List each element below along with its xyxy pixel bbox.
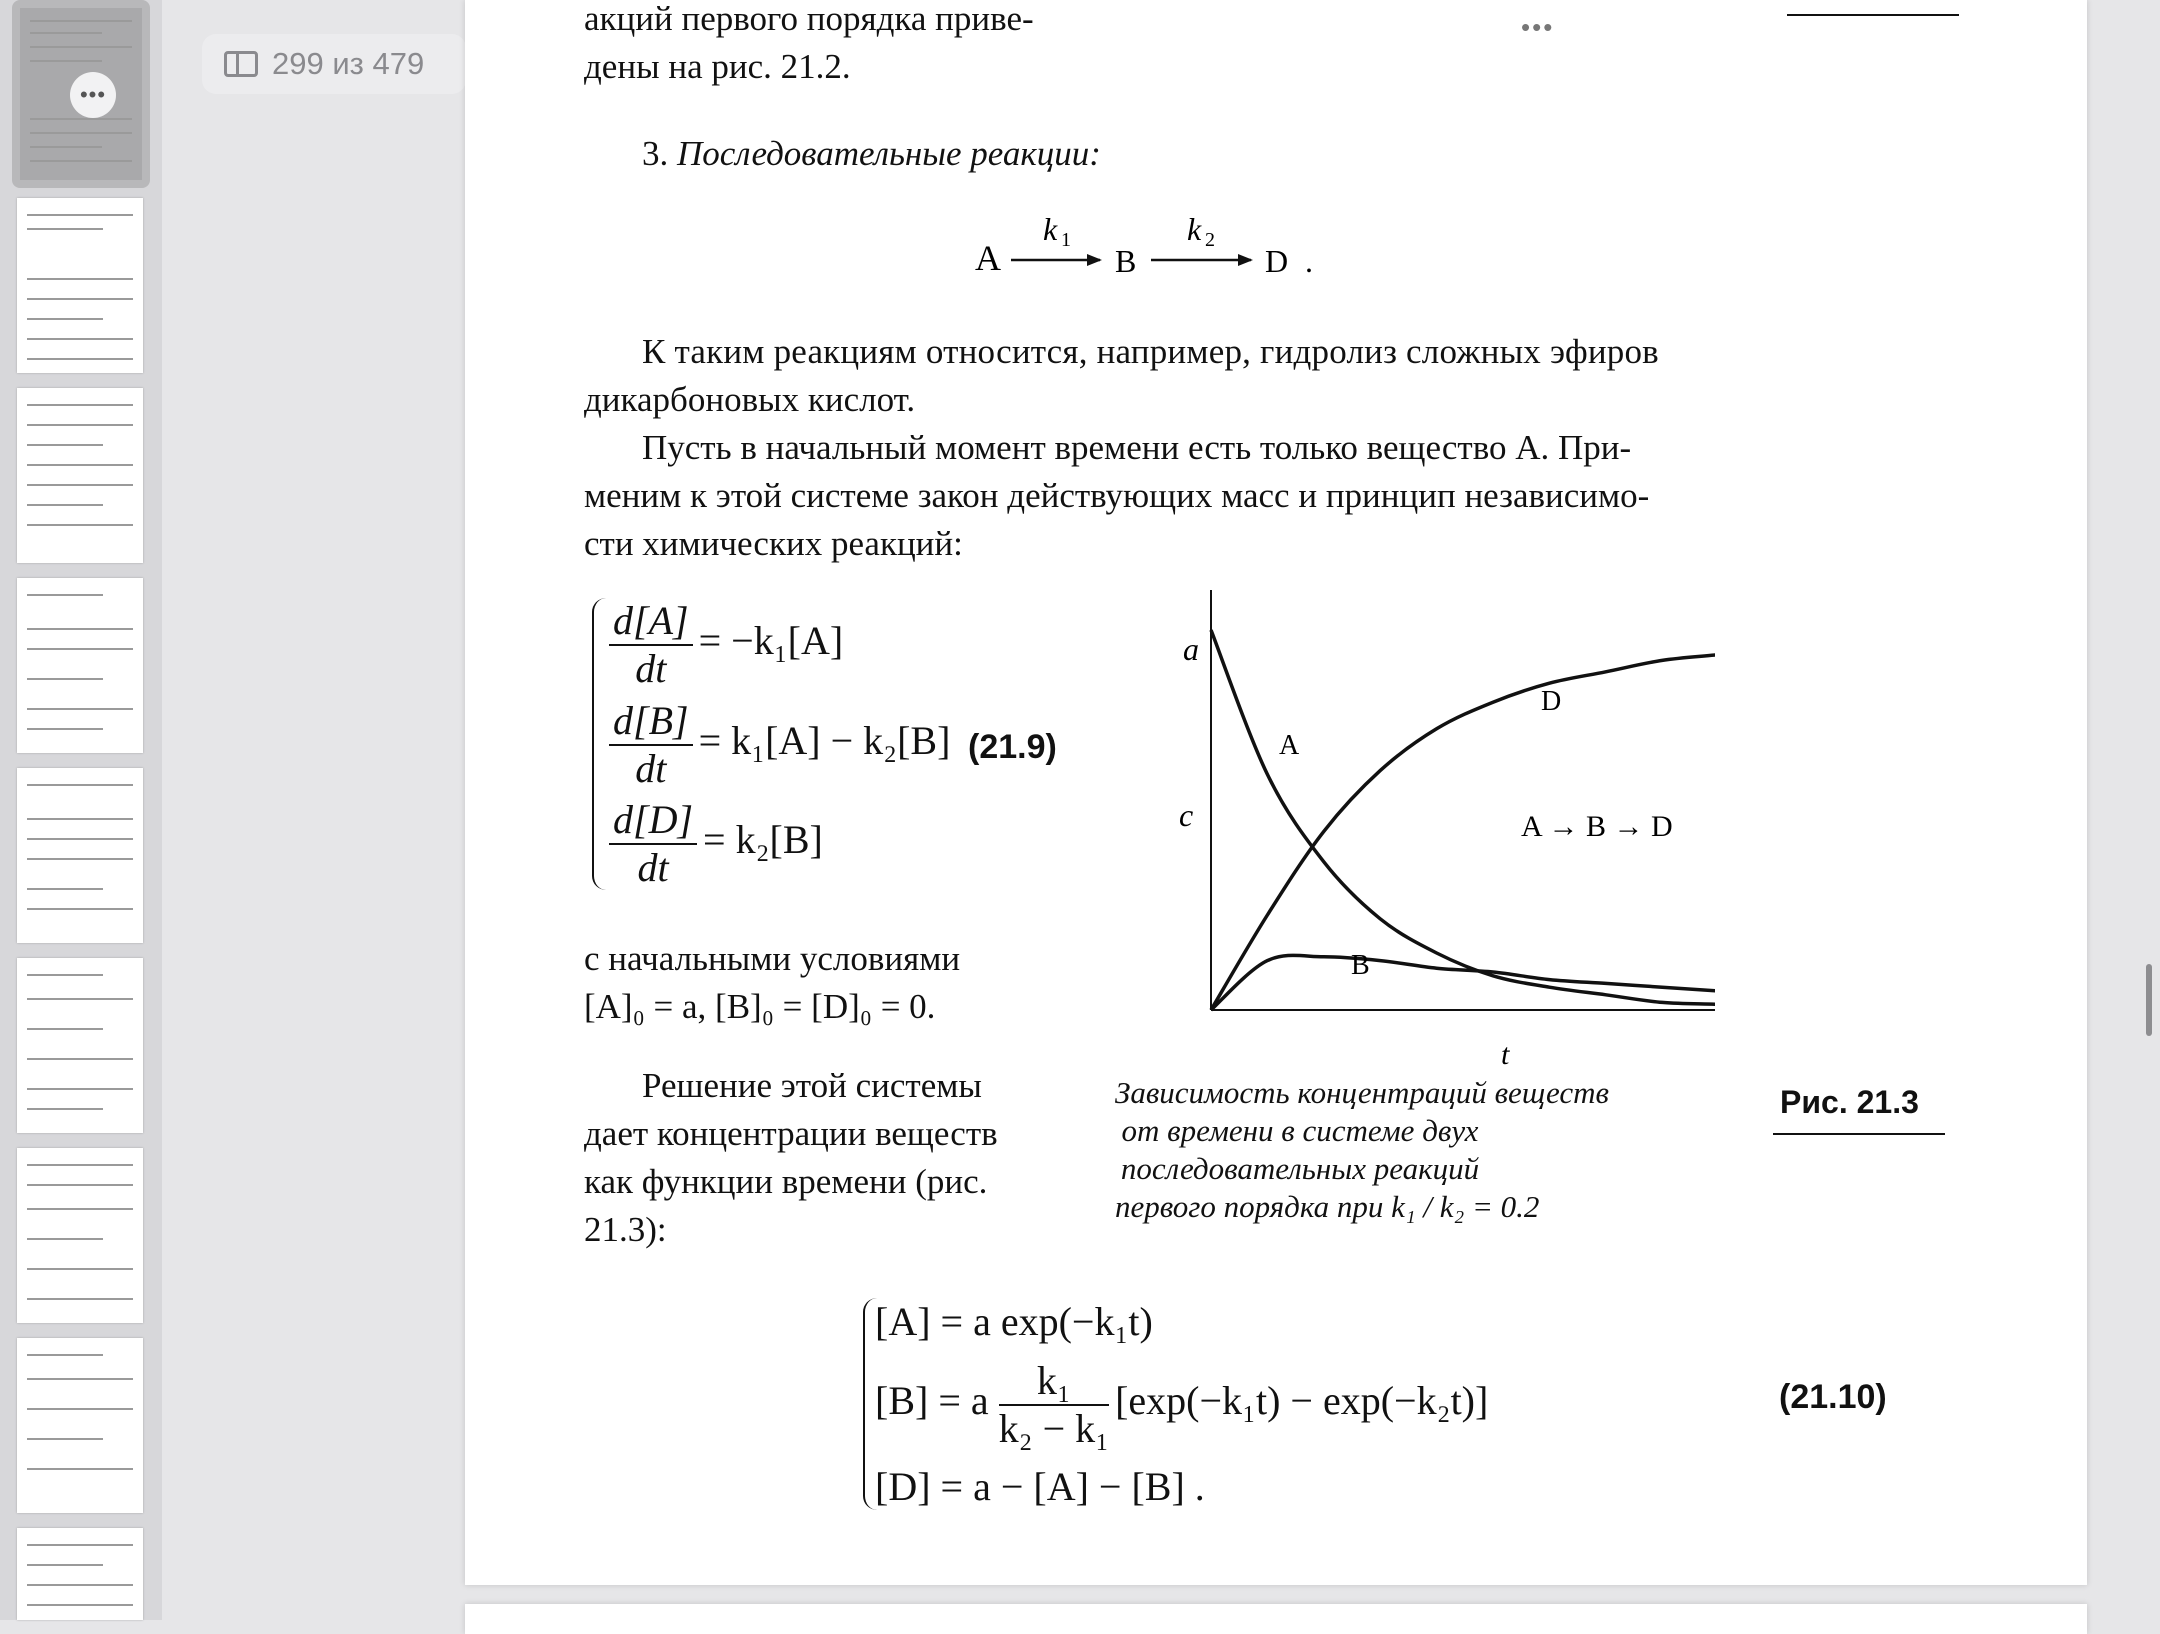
- init-line1: с начальными условиями: [584, 939, 961, 978]
- thumbnail-sidebar[interactable]: [0, 0, 162, 1620]
- eq219-brace: [592, 598, 608, 890]
- eq2110-row1: [A] = a exp(−k₁t): [875, 1299, 1153, 1344]
- more-icon[interactable]: •••: [1521, 12, 1555, 42]
- next-page: [465, 1604, 2087, 1634]
- thumbnail-page-299[interactable]: [12, 0, 150, 188]
- thumbnail-page-305[interactable]: [17, 1148, 143, 1323]
- eq219-row2: $\frac{d[B]}{dt}$ = k₁[A] − k₂[B]: [609, 698, 950, 792]
- eq2110-row3: [D] = a − [A] − [B] .: [875, 1464, 1205, 1509]
- axis-label-a: a: [1183, 631, 1199, 667]
- curve-label-D: D: [1541, 686, 1562, 717]
- thumbnail-page-306[interactable]: [17, 1338, 143, 1513]
- scheme-end: .: [1305, 243, 1313, 279]
- concentration-chart: [1095, 590, 1715, 1070]
- text-top-line-2: дены на рис. 21.2.: [584, 47, 851, 86]
- header-rule: [1787, 14, 1959, 16]
- sol-line2: дает концентрации веществ: [584, 1114, 998, 1153]
- curve-label-B: B: [1351, 950, 1370, 981]
- scheme-B: B: [1115, 243, 1137, 279]
- curve-label-A: A: [1279, 730, 1300, 761]
- thumbnail-page-302[interactable]: [17, 578, 143, 753]
- figure-label-rule: [1773, 1133, 1945, 1135]
- more-options-icon[interactable]: •••: [70, 72, 116, 118]
- scrollbar-thumb[interactable]: [2146, 964, 2152, 1036]
- section-heading: 3. Последовательные реакции:: [642, 134, 1101, 173]
- caption-line1: Зависимость концентраций веществ: [1115, 1075, 1609, 1110]
- eq219-row1: $\frac{d[A]}{dt}$ = −k₁[A]: [609, 598, 843, 692]
- para2-line2: меним к этой системе закон действующих масс и принцип независимо-: [584, 476, 1650, 515]
- sol-line4: 21.3):: [584, 1210, 667, 1249]
- thumbnail-page-303[interactable]: [17, 768, 143, 943]
- sol-line1: Решение этой системы: [642, 1066, 982, 1105]
- init-line2: [A]₀ = a, [B]₀ = [D]₀ = 0.: [584, 987, 936, 1026]
- para1-line1: К таким реакциям относится, например, гидролиз сложных эфиров: [642, 332, 1659, 371]
- reaction-scheme: [975, 210, 1395, 290]
- sidebar-toggle-icon[interactable]: [224, 51, 258, 77]
- text-top-line-1: акций первого порядка приве-: [584, 0, 1034, 38]
- figure-caption: [1115, 1074, 1609, 1226]
- page-counter[interactable]: [202, 34, 466, 94]
- eq219-row3: $\frac{d[D]}{dt}$ = k₂[B]: [609, 797, 823, 891]
- thumbnail-page-300[interactable]: [17, 198, 143, 373]
- caption-line4: первого порядка при k₁ / k₂ = 0.2: [1115, 1189, 1540, 1224]
- eq219-number: (21.9): [968, 728, 1057, 766]
- thumbnail-page-307[interactable]: [17, 1528, 143, 1620]
- scheme-k1-sub: 1: [1061, 229, 1071, 251]
- para1-line2: дикарбоновых кислот.: [584, 380, 916, 419]
- chart-annotation: A → B → D: [1521, 810, 1673, 843]
- axis-label-t: t: [1501, 1038, 1510, 1070]
- para2-line3: сти химических реакций:: [584, 524, 963, 563]
- document-page: [465, 0, 2087, 1585]
- caption-line3: последовательных реакций: [1120, 1151, 1480, 1186]
- scheme-k2-sub: 2: [1205, 229, 1215, 251]
- eq2110-number: (21.10): [1779, 1378, 1887, 1416]
- scheme-k1: k: [1043, 211, 1058, 247]
- sol-line3: как функции времени (рис.: [584, 1162, 988, 1201]
- caption-line2: от времени в системе двух: [1121, 1113, 1479, 1148]
- thumbnail-page-304[interactable]: [17, 958, 143, 1133]
- page-counter-text: 299 из 479: [272, 46, 425, 81]
- scheme-A: A: [975, 238, 1001, 278]
- thumbnail-page-301[interactable]: [17, 388, 143, 563]
- para2-line1: Пусть в начальный момент времени есть только вещество А. При-: [642, 428, 1632, 467]
- axis-label-c: c: [1179, 797, 1194, 833]
- scheme-k2: k: [1187, 211, 1202, 247]
- figure-label: Рис. 21.3: [1780, 1084, 1919, 1120]
- scheme-D: D: [1265, 243, 1289, 279]
- eq2110-row2: [B] = a $\frac{\text{k₁}}{\text{k₂ − k₁}}$ [exp(−k₁t) − exp(−k₂t)]: [875, 1358, 1489, 1451]
